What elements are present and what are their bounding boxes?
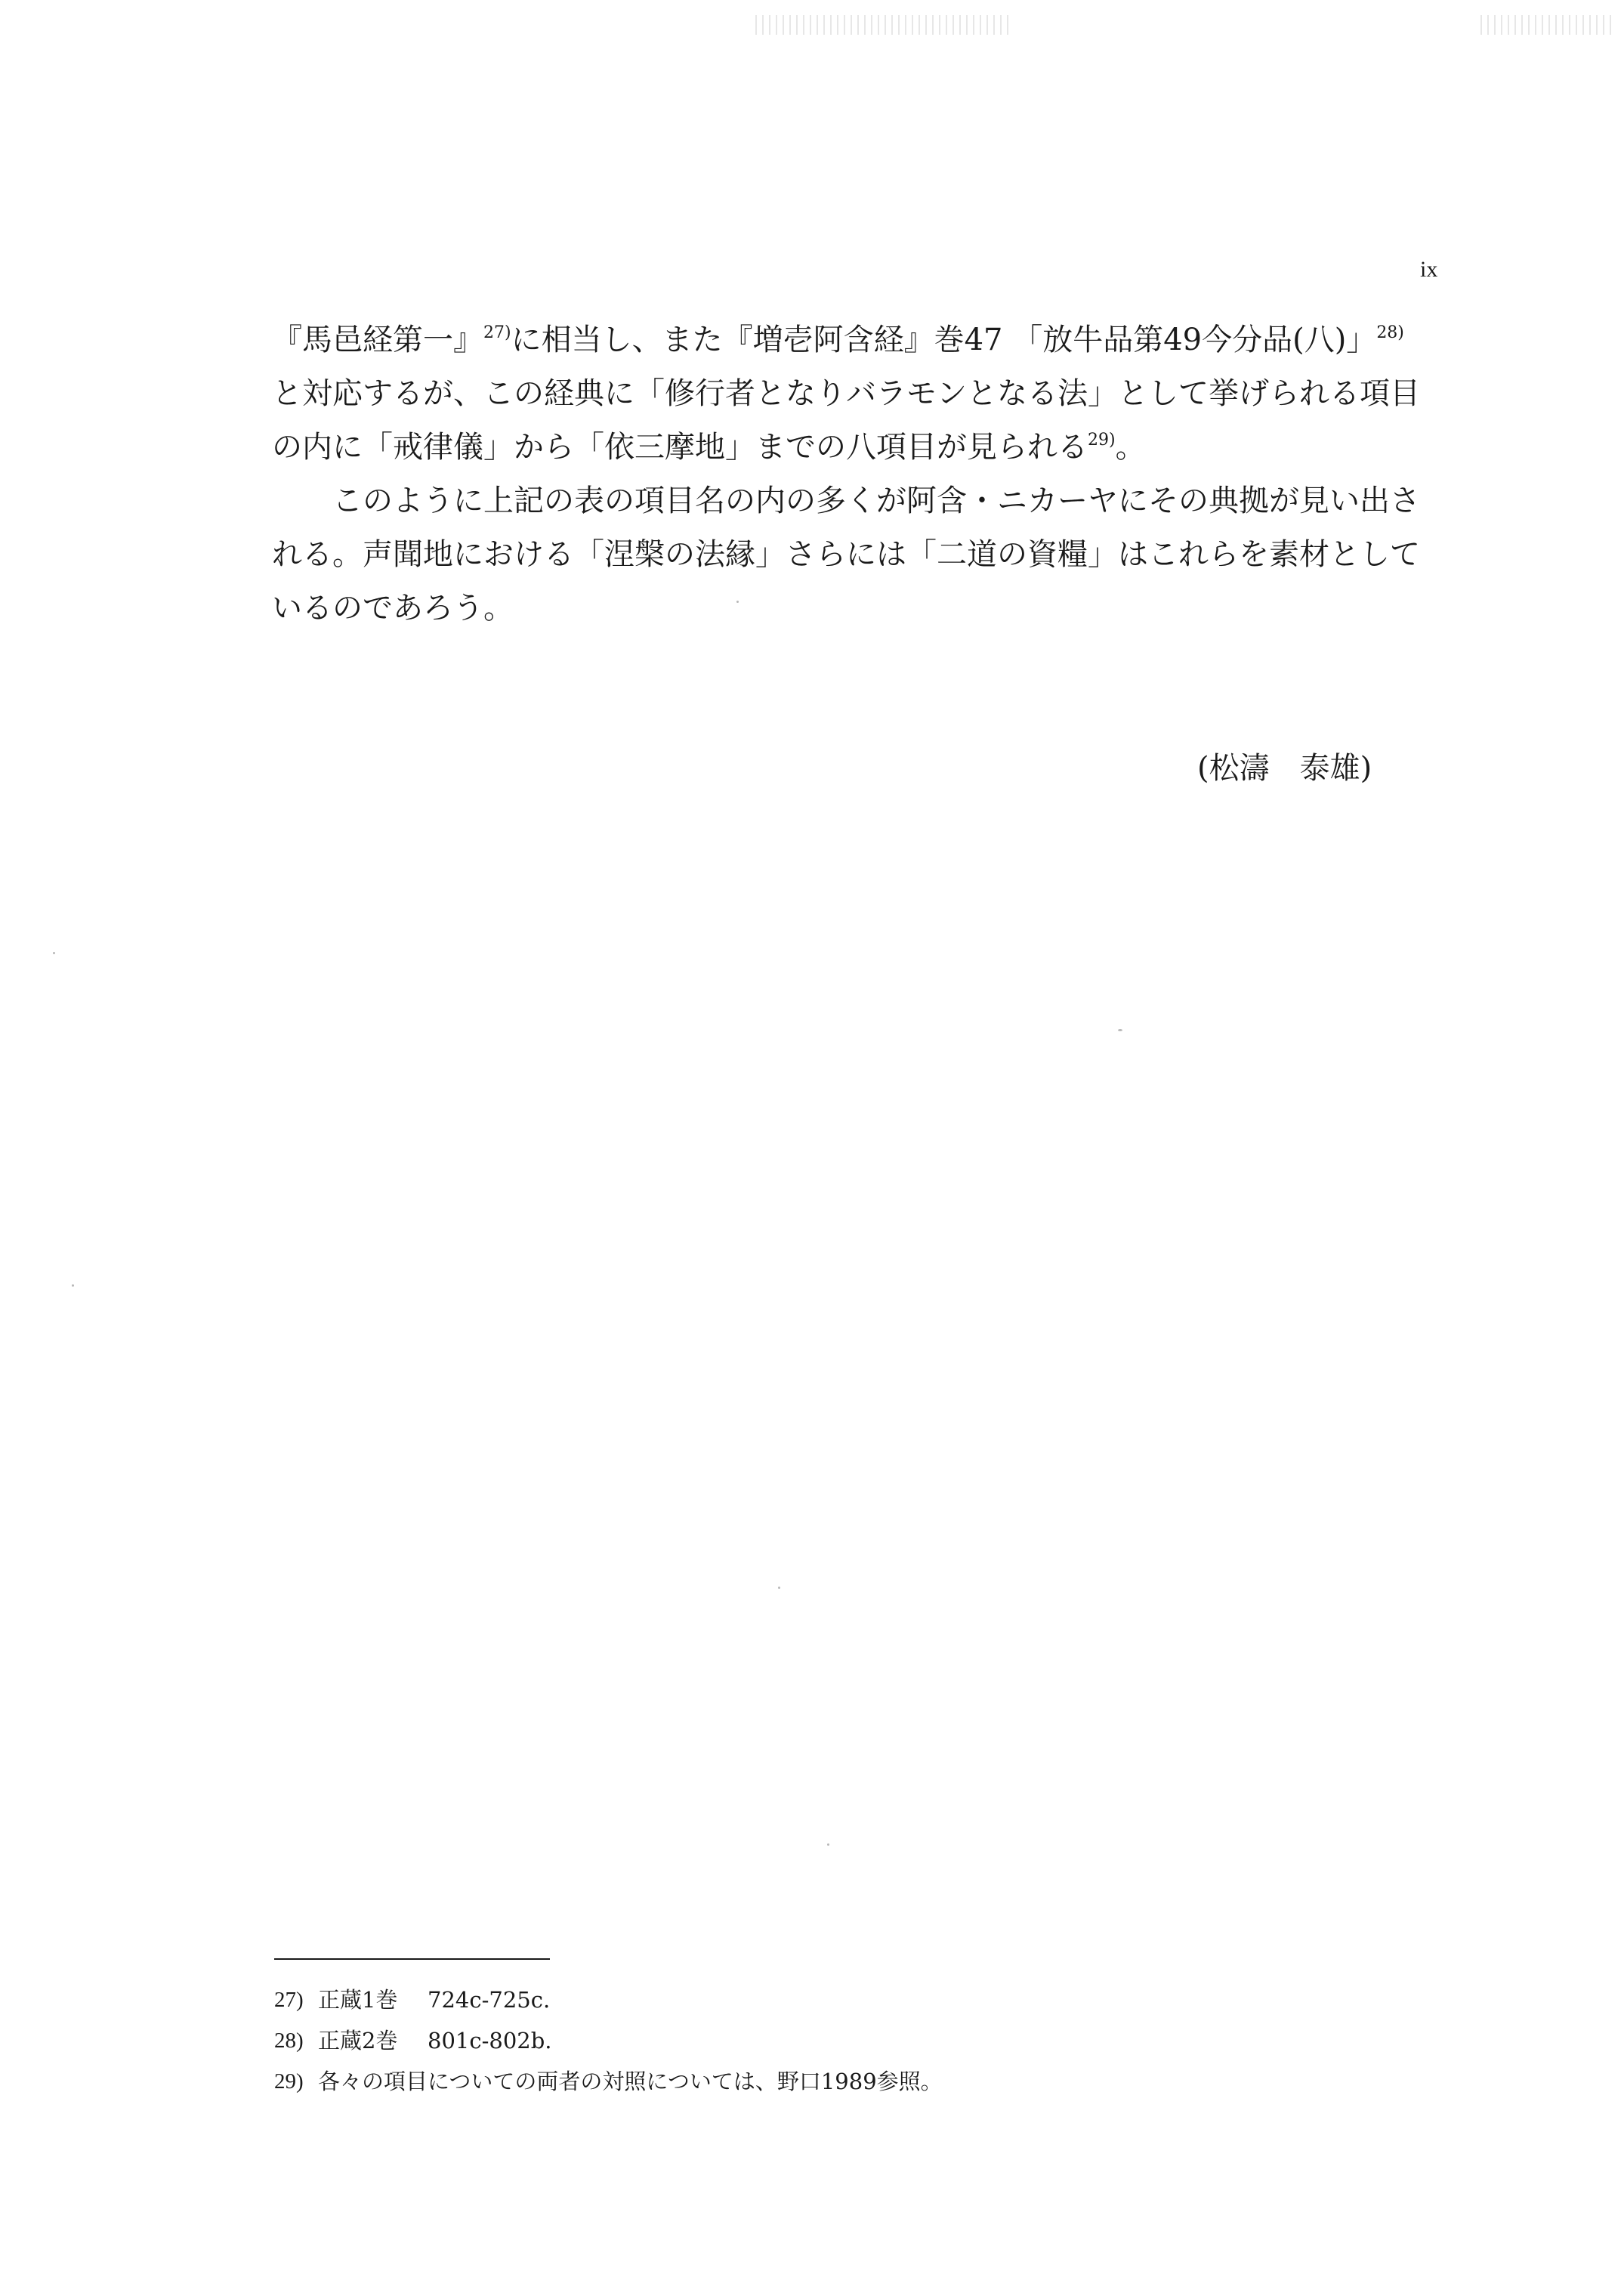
scan-noise-top bbox=[755, 15, 1012, 35]
footnote-reference: 724c-725c. bbox=[428, 1987, 551, 2013]
footnote-29 bbox=[274, 2061, 1407, 2102]
footnote-number: 29) bbox=[274, 2069, 304, 2094]
page-number: ix bbox=[1420, 257, 1438, 282]
author-signature: (松濤 泰雄) bbox=[1197, 751, 1372, 786]
footnote-reference: 801c-802b. bbox=[428, 2028, 552, 2053]
footnote-text: 各々の項目についての両者の対照については、野口1989参照。 bbox=[318, 2069, 943, 2094]
footnote-source: 正蔵1巻 bbox=[318, 1987, 398, 2013]
footnote-ref-27[interactable]: 27) bbox=[483, 323, 511, 342]
footnote-ref-29[interactable]: 29) bbox=[1088, 431, 1116, 450]
scan-speck bbox=[827, 1843, 829, 1846]
footnote-number: 28) bbox=[274, 2029, 304, 2053]
paragraph-1: 『馬邑経第一』$^{27)}$に相当し、また『増壱阿含経』巻47 「放牛品第49今分品(八)」$^{28)}$と対応するが、この経典に「修行者となりバラモンとなる法」として挙げられる項目の内に「戒律儀」から「依三摩地」までの八項目が見られる$^{29)}$。 bbox=[272, 323, 1420, 465]
footnote-28 bbox=[274, 2020, 1407, 2061]
scan-speck bbox=[778, 1587, 780, 1589]
footnote-number: 27) bbox=[274, 1988, 304, 2012]
scan-speck bbox=[53, 952, 55, 954]
footnote-ref-28[interactable]: 28) bbox=[1376, 323, 1404, 342]
scan-noise-top-right bbox=[1480, 15, 1616, 35]
paragraph-2: このように上記の表の項目名の内の多くが阿含・ニカーヤにその典拠が見い出される。声聞地における「涅槃の法縁」さらには「二道の資糧」はこれらを素材としているのであろう。 bbox=[272, 484, 1420, 626]
scan-speck bbox=[1118, 1029, 1122, 1031]
footnotes bbox=[274, 1979, 1407, 2102]
footnote-27 bbox=[274, 1979, 1407, 2020]
footnote-source: 正蔵2巻 bbox=[318, 2028, 398, 2053]
scan-speck bbox=[72, 1284, 74, 1287]
body-text bbox=[272, 314, 1428, 635]
footnote-divider bbox=[274, 1958, 550, 1960]
